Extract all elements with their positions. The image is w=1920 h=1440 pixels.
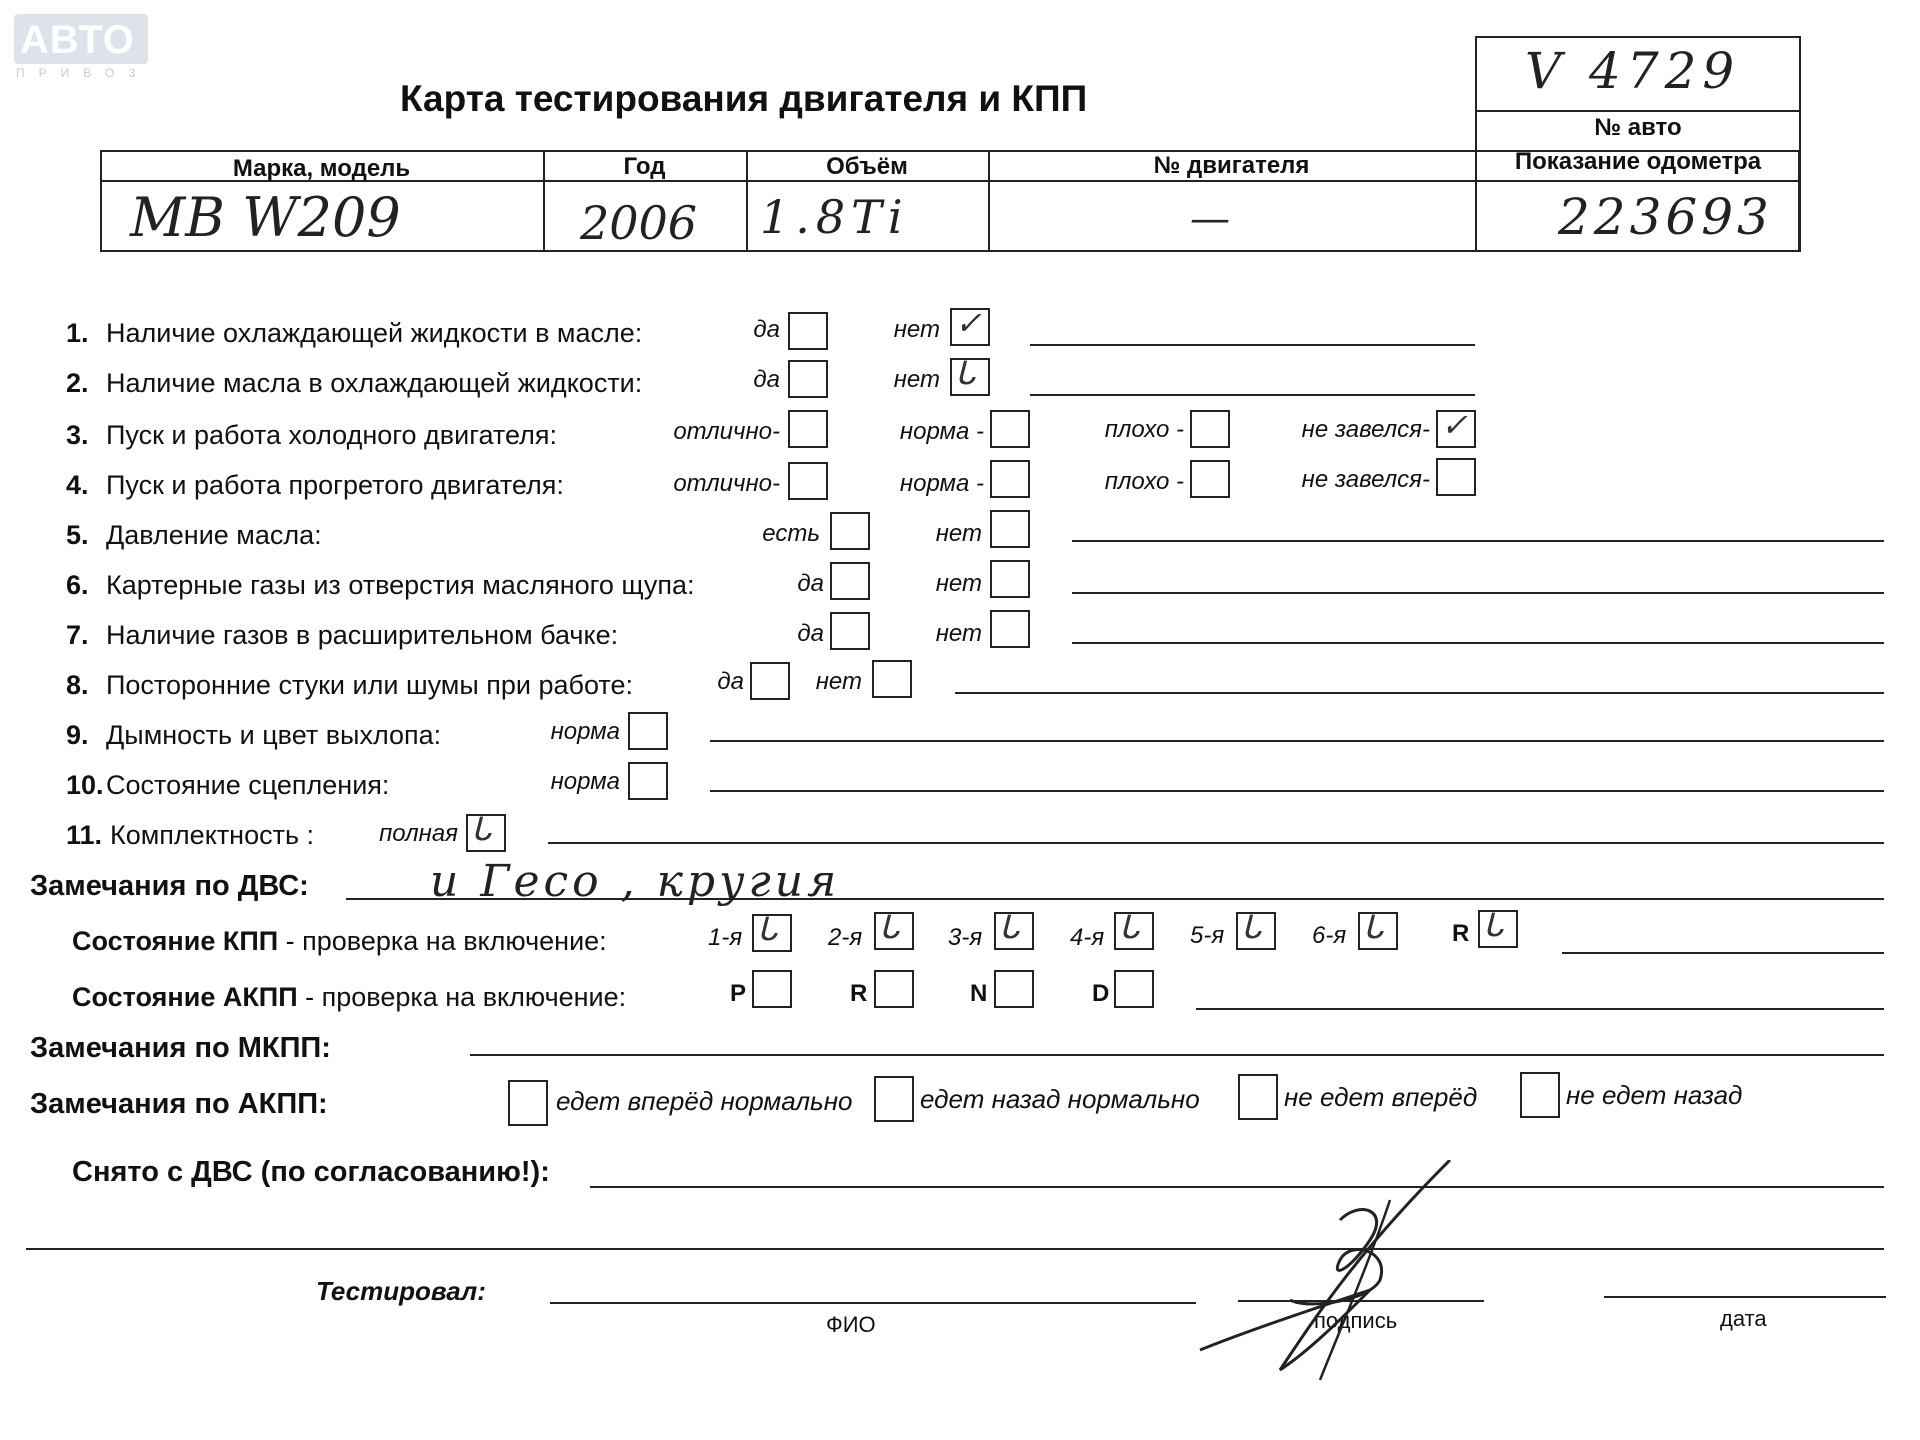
removed-line-2[interactable] — [26, 1248, 1884, 1250]
checkbox-q3-excellent[interactable] — [788, 410, 828, 448]
gear-4-label: 4-я — [1070, 924, 1105, 951]
checkbox-q11-full[interactable] — [466, 810, 506, 852]
note-line-q2[interactable] — [1030, 394, 1475, 396]
checkbox-q3-bad[interactable] — [1190, 410, 1230, 448]
checkbox-q1-no[interactable] — [950, 304, 990, 346]
option-no: нет — [893, 366, 940, 393]
question-10: 10.Состояние сцепления: — [66, 770, 390, 800]
remarks-engine-value: и Гесо , кругия — [430, 856, 841, 907]
checkbox-q10-normal[interactable] — [628, 762, 668, 800]
fio-line[interactable] — [550, 1302, 1196, 1304]
check-mark: ᒐ — [1483, 906, 1504, 944]
remarks-mkpp-label: Замечания по МКПП: — [30, 1032, 331, 1064]
check-mark: ᒐ — [1119, 908, 1140, 946]
auto-number-label: № авто — [1594, 114, 1682, 141]
brand-label: Марка, модель — [232, 155, 411, 182]
check-mark: ᒐ — [1363, 908, 1384, 946]
check-mark: ᒐ — [757, 910, 778, 948]
checkbox-q6-yes[interactable] — [830, 562, 870, 600]
checkbox-gear-r[interactable] — [1478, 906, 1518, 948]
option-normal: норма - — [899, 418, 984, 445]
brand-value: MB W209 — [130, 186, 401, 249]
question-7: 7. Наличие газов в расширительном бачке: — [66, 620, 619, 650]
engine-number-value: — — [1190, 196, 1230, 242]
option-not-started: не завелся- — [1301, 466, 1430, 493]
remarks-engine-label: Замечания по ДВС: — [30, 870, 309, 902]
note-line-q6[interactable] — [1072, 592, 1884, 594]
option-no: нет — [935, 520, 982, 547]
checkbox-akpp-p[interactable] — [752, 970, 792, 1008]
option-excellent: отлично- — [673, 418, 780, 445]
gear-2-label: 2-я — [828, 924, 863, 951]
tested-by-label: Тестировал: — [316, 1276, 486, 1306]
checkbox-q4-normal[interactable] — [990, 460, 1030, 498]
odometer-label: Показание одометра — [1514, 148, 1762, 175]
question-1: 1. Наличие охлаждающей жидкости в масле: — [66, 318, 643, 348]
checkbox-akpp-backward-fail[interactable] — [1520, 1072, 1560, 1118]
question-11: 11. Комплектность : — [66, 820, 315, 850]
page-title: Карта тестирования двигателя и КПП — [400, 78, 1088, 119]
checkbox-akpp-d[interactable] — [1114, 970, 1154, 1008]
question-3: 3. Пуск и работа холодного двигателя: — [66, 420, 557, 450]
check-mark: ᒐ — [471, 810, 492, 848]
checkbox-akpp-forward-ok[interactable] — [508, 1080, 548, 1126]
question-8: 8. Посторонние стуки или шумы при работе: — [66, 670, 633, 700]
checkbox-gear-5[interactable] — [1236, 908, 1276, 950]
option-normal: норма - — [899, 470, 984, 497]
checkbox-gear-2[interactable] — [874, 908, 914, 950]
checkbox-akpp-backward-ok[interactable] — [874, 1076, 914, 1122]
gear-5-label: 5-я — [1190, 922, 1225, 949]
engine-number-label: № двигателя — [1153, 152, 1310, 179]
note-line-q11[interactable] — [548, 842, 1884, 844]
checkbox-q9-normal[interactable] — [628, 712, 668, 750]
header-col-sep — [1799, 110, 1801, 252]
akpp-label: Состояние АКПП - проверка на включение: — [72, 982, 627, 1012]
checkbox-q2-no[interactable] — [950, 354, 990, 396]
check-mark: ✓ — [955, 304, 982, 342]
remarks-akpp-label: Замечания по АКПП: — [30, 1088, 328, 1120]
checkbox-gear-3[interactable] — [994, 908, 1034, 950]
odometer-value: 223693 — [1558, 188, 1773, 246]
checkbox-q6-no[interactable] — [990, 560, 1030, 598]
checkbox-gear-4[interactable] — [1114, 908, 1154, 950]
option-yes: да — [753, 316, 780, 343]
handwritten-signature — [1190, 1160, 1480, 1390]
checkbox-gear-6[interactable] — [1358, 908, 1398, 950]
note-line-q10[interactable] — [710, 790, 1884, 792]
note-line-q8[interactable] — [955, 692, 1884, 694]
option-no: нет — [935, 570, 982, 597]
note-line-q9[interactable] — [710, 740, 1884, 742]
question-6: 6. Картерные газы из отверстия масляного щупа: — [66, 570, 695, 600]
kpp-note-line[interactable] — [1562, 952, 1884, 954]
akpp-forward-fail-label: не едет вперёд — [1284, 1082, 1478, 1112]
checkbox-q8-yes[interactable] — [750, 662, 790, 700]
option-yes: да — [797, 620, 824, 647]
option-no: нет — [935, 620, 982, 647]
checkbox-q7-no[interactable] — [990, 610, 1030, 648]
checkbox-q8-no[interactable] — [872, 660, 912, 698]
option-present: есть — [762, 520, 820, 547]
option-excellent: отлично- — [673, 470, 780, 497]
checkbox-q7-yes[interactable] — [830, 612, 870, 650]
gear-3-label: 3-я — [948, 924, 983, 951]
logo-text: АВТО — [20, 18, 135, 62]
check-mark: ᒐ — [1241, 908, 1262, 946]
note-line-q7[interactable] — [1072, 642, 1884, 644]
option-normal: норма — [550, 718, 620, 745]
fio-label: ФИО — [826, 1312, 876, 1337]
option-yes: да — [753, 366, 780, 393]
akpp-n-label: N — [970, 980, 988, 1007]
gear-1-label: 1-я — [708, 924, 743, 951]
checkbox-q4-excellent[interactable] — [788, 462, 828, 500]
gear-r-label: R — [1452, 920, 1470, 947]
option-bad: плохо - — [1104, 468, 1184, 495]
checkbox-q5-no[interactable] — [990, 510, 1030, 548]
checkbox-gear-1[interactable] — [752, 910, 792, 952]
year-value: 2006 — [580, 196, 698, 250]
checkbox-akpp-r[interactable] — [874, 970, 914, 1008]
akpp-r-label: R — [850, 980, 868, 1007]
remarks-mkpp-line[interactable] — [470, 1054, 1884, 1056]
note-line-q1[interactable] — [1030, 344, 1475, 346]
kpp-label: Состояние КПП - проверка на включение: — [72, 926, 607, 956]
check-mark: ✓ — [1441, 406, 1468, 444]
checkbox-akpp-forward-fail[interactable] — [1238, 1074, 1278, 1120]
checkbox-akpp-n[interactable] — [994, 970, 1034, 1008]
check-mark: ᒐ — [955, 354, 976, 392]
volume-label: Объём — [826, 153, 908, 180]
akpp-d-label: D — [1092, 980, 1110, 1007]
question-5: 5. Давление масла: — [66, 520, 322, 550]
question-9: 9. Дымность и цвет выхлопа: — [66, 720, 442, 750]
checkbox-q4-bad[interactable] — [1190, 460, 1230, 498]
volume-value: 1.8Ti — [760, 190, 909, 244]
option-bad: плохо - — [1104, 416, 1184, 443]
checkbox-q4-not-started[interactable] — [1436, 458, 1476, 496]
remarks-engine-line[interactable] — [346, 898, 1884, 900]
akpp-note-line[interactable] — [1196, 1008, 1884, 1010]
akpp-backward-ok-label: едет назад нормально — [920, 1084, 1200, 1114]
option-yes: да — [797, 570, 824, 597]
akpp-forward-ok-label: едет вперёд нормально — [556, 1086, 853, 1116]
logo — [14, 14, 150, 80]
akpp-backward-fail-label: не едет назад — [1566, 1080, 1743, 1110]
logo-subtitle: ПРИВОЗ — [16, 66, 150, 80]
checkbox-q2-yes[interactable] — [788, 360, 828, 398]
signature-label: подпись — [1314, 1308, 1398, 1333]
removed-label: Снято с ДВС (по согласованию!): — [72, 1156, 550, 1188]
question-2: 2. Наличие масла в охлаждающей жидкости: — [66, 368, 643, 398]
header-col-sep — [1475, 110, 1477, 252]
option-full: полная — [379, 820, 458, 847]
checkbox-q1-yes[interactable] — [788, 312, 828, 350]
check-mark: ᒐ — [879, 908, 900, 946]
auto-number-value: V 4729 — [1525, 42, 1741, 100]
option-no: нет — [815, 668, 862, 695]
checkbox-q3-not-started[interactable] — [1436, 406, 1476, 448]
date-label: дата — [1720, 1306, 1767, 1331]
check-mark: ᒐ — [999, 908, 1020, 946]
gear-6-label: 6-я — [1312, 922, 1347, 949]
date-line[interactable] — [1604, 1296, 1886, 1298]
option-yes: да — [717, 668, 744, 695]
year-label: Год — [623, 153, 666, 180]
akpp-p-label: P — [730, 980, 747, 1007]
option-normal: норма — [550, 768, 620, 795]
header-top-divider — [1475, 110, 1801, 112]
question-4: 4. Пуск и работа прогретого двигателя: — [66, 470, 564, 500]
note-line-q5[interactable] — [1072, 540, 1884, 542]
checkbox-q3-normal[interactable] — [990, 410, 1030, 448]
option-no: нет — [893, 316, 940, 343]
checkbox-q5-present[interactable] — [830, 512, 870, 550]
option-not-started: не завелся- — [1301, 416, 1430, 443]
